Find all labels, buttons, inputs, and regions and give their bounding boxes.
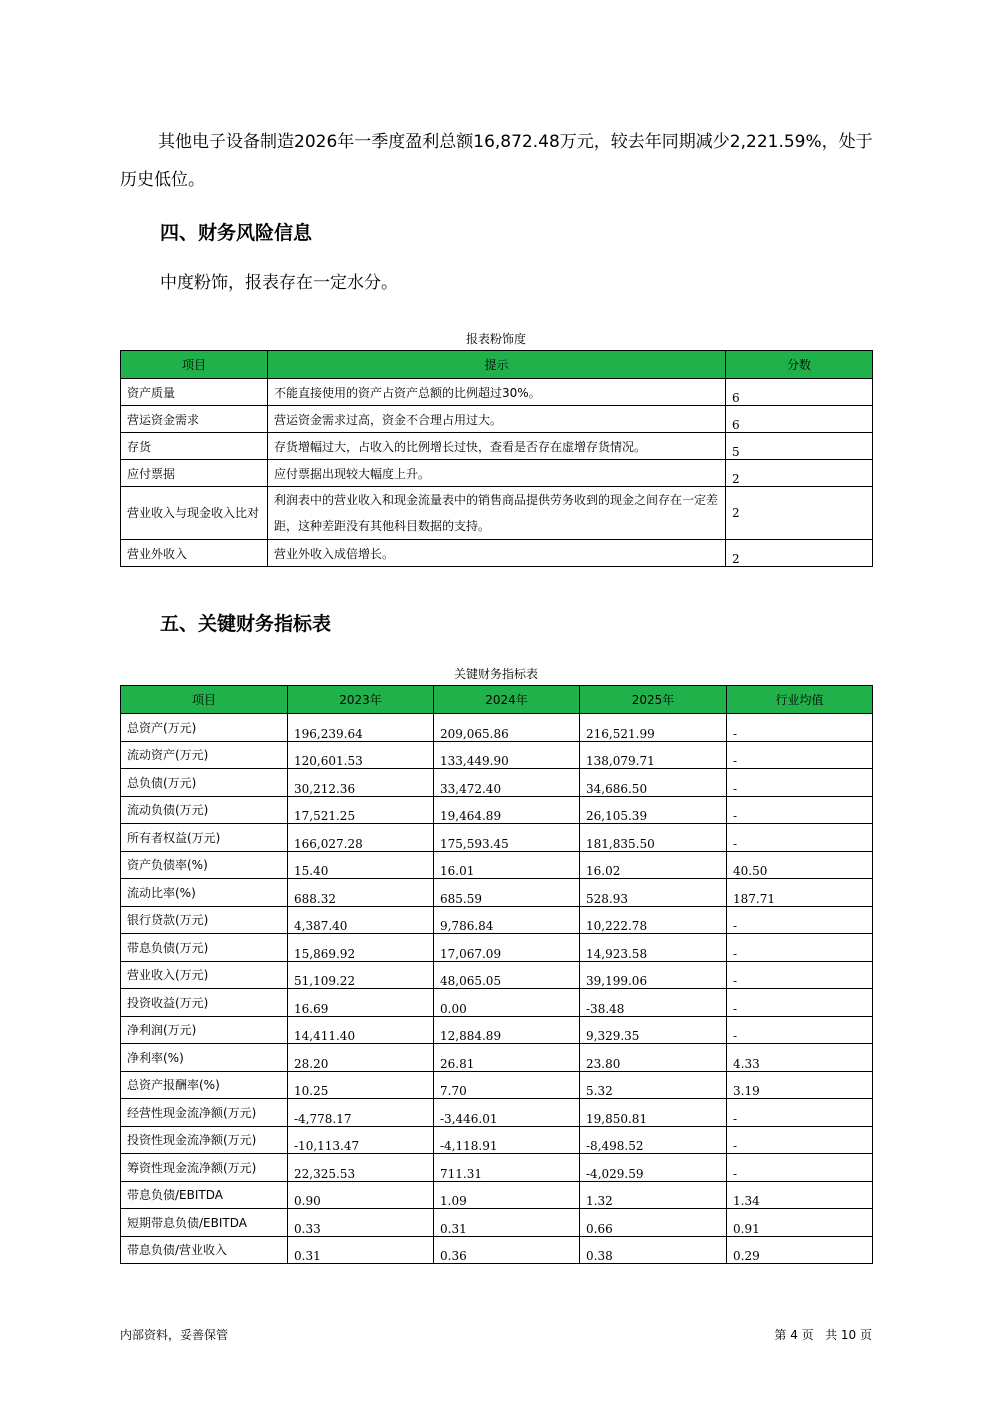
- table-row: [121, 406, 873, 433]
- score-cell: 2: [726, 540, 873, 567]
- industry-average-cell: -: [727, 906, 873, 934]
- hint-cell: 营业外收入成倍增长。: [268, 540, 726, 567]
- indicator-cell: 总负债(万元): [121, 769, 288, 797]
- indicator-cell: 经营性现金流净额(万元): [121, 1099, 288, 1127]
- year-2024-cell: 12,884.89: [434, 1016, 580, 1044]
- industry-average-cell: 40.50: [727, 851, 873, 879]
- score-cell: 5: [726, 433, 873, 460]
- table-row: [121, 796, 873, 824]
- year-2025-cell: 34,686.50: [580, 769, 727, 797]
- hint-cell: 不能直接使用的资产占资产总额的比例超过30%。: [268, 379, 726, 406]
- year-2025-cell: 39,199.06: [580, 961, 727, 989]
- table-row: [121, 379, 873, 406]
- footer-note: 内部资料，妥善保管: [120, 1328, 229, 1342]
- table-row: [121, 1044, 873, 1072]
- year-2023-cell: 0.33: [288, 1209, 434, 1237]
- indicator-cell: 带息负债/营业收入: [121, 1236, 288, 1264]
- indicator-cell: 净利润(万元): [121, 1016, 288, 1044]
- intro-paragraph: [120, 123, 880, 199]
- section5-heading: 五、关键财务指标表: [160, 613, 332, 635]
- year-2024-cell: 16.01: [434, 851, 580, 879]
- score-cell: 6: [726, 379, 873, 406]
- table-row: [121, 824, 873, 852]
- table-row: [121, 879, 873, 907]
- year-2025-cell: 9,329.35: [580, 1016, 727, 1044]
- column-header: 行业均值: [727, 686, 873, 714]
- industry-average-cell: -: [727, 1154, 873, 1182]
- year-2025-cell: 181,835.50: [580, 824, 727, 852]
- table-row: [121, 934, 873, 962]
- indicator-cell: 投资性现金流净额(万元): [121, 1126, 288, 1154]
- year-2024-cell: 0.31: [434, 1209, 580, 1237]
- year-2025-cell: 138,079.71: [580, 741, 727, 769]
- indicator-cell: 所有者权益(万元): [121, 824, 288, 852]
- year-2023-cell: 196,239.64: [288, 714, 434, 742]
- table-row: [121, 460, 873, 487]
- industry-average-cell: 0.91: [727, 1209, 873, 1237]
- industry-average-cell: -: [727, 714, 873, 742]
- hint-cell: 利润表中的营业收入和现金流量表中的销售商品提供劳务收到的现金之间存在一定差距，这种差距没有其他科目数据的支持。: [268, 487, 726, 540]
- year-2023-cell: 30,212.36: [288, 769, 434, 797]
- indicator-cell: 总资产(万元): [121, 714, 288, 742]
- window-dressing-table: [120, 350, 873, 567]
- hint-cell: 营运资金需求过高，资金不合理占用过大。: [268, 406, 726, 433]
- risk-summary: 中度粉饰，报表存在一定水分。: [160, 273, 398, 293]
- column-header: 2024年: [434, 686, 580, 714]
- table-row: [121, 1236, 873, 1264]
- column-header: 2023年: [288, 686, 434, 714]
- column-header: 提示: [268, 351, 726, 379]
- industry-average-cell: -: [727, 961, 873, 989]
- industry-average-cell: -: [727, 934, 873, 962]
- year-2024-cell: 1.09: [434, 1181, 580, 1209]
- industry-average-cell: -: [727, 1099, 873, 1127]
- year-2025-cell: 0.38: [580, 1236, 727, 1264]
- page-number: 第 4 页 共 10 页: [774, 1328, 872, 1342]
- year-2023-cell: 17,521.25: [288, 796, 434, 824]
- year-2025-cell: -38.48: [580, 989, 727, 1017]
- year-2023-cell: 688.32: [288, 879, 434, 907]
- table-row: [121, 769, 873, 797]
- hint-cell: 应付票据出现较大幅度上升。: [268, 460, 726, 487]
- table-row: [121, 487, 873, 540]
- year-2023-cell: 51,109.22: [288, 961, 434, 989]
- section4-heading: 四、财务风险信息: [160, 222, 313, 244]
- industry-average-cell: -: [727, 1126, 873, 1154]
- industry-average-cell: -: [727, 769, 873, 797]
- item-cell: 资产质量: [121, 379, 268, 406]
- indicator-cell: 流动比率(%): [121, 879, 288, 907]
- indicator-cell: 筹资性现金流净额(万元): [121, 1154, 288, 1182]
- table1-caption: 报表粉饰度: [465, 332, 526, 346]
- indicator-cell: 短期带息负债/EBITDA: [121, 1209, 288, 1237]
- table-row: [121, 741, 873, 769]
- year-2024-cell: -3,446.01: [434, 1099, 580, 1127]
- year-2024-cell: 48,065.05: [434, 961, 580, 989]
- year-2024-cell: 0.36: [434, 1236, 580, 1264]
- year-2025-cell: 216,521.99: [580, 714, 727, 742]
- year-2025-cell: 1.32: [580, 1181, 727, 1209]
- year-2024-cell: 9,786.84: [434, 906, 580, 934]
- item-cell: 营业外收入: [121, 540, 268, 567]
- table-row: [121, 433, 873, 460]
- year-2023-cell: 0.31: [288, 1236, 434, 1264]
- year-2023-cell: 4,387.40: [288, 906, 434, 934]
- indicator-cell: 带息负债(万元): [121, 934, 288, 962]
- year-2023-cell: 15,869.92: [288, 934, 434, 962]
- key-financial-indicators-table: [120, 685, 873, 1264]
- table-row: [121, 1209, 873, 1237]
- table-row: [121, 989, 873, 1017]
- table-header-row: [121, 686, 873, 714]
- table-row: [121, 540, 873, 567]
- item-cell: 存货: [121, 433, 268, 460]
- industry-average-cell: -: [727, 1016, 873, 1044]
- year-2023-cell: 16.69: [288, 989, 434, 1017]
- score-cell: 6: [726, 406, 873, 433]
- year-2023-cell: 14,411.40: [288, 1016, 434, 1044]
- year-2023-cell: -4,778.17: [288, 1099, 434, 1127]
- item-cell: 应付票据: [121, 460, 268, 487]
- year-2024-cell: 175,593.45: [434, 824, 580, 852]
- table-row: [121, 906, 873, 934]
- industry-average-cell: -: [727, 796, 873, 824]
- item-cell: 营运资金需求: [121, 406, 268, 433]
- indicator-cell: 净利率(%): [121, 1044, 288, 1072]
- year-2023-cell: -10,113.47: [288, 1126, 434, 1154]
- year-2024-cell: 19,464.89: [434, 796, 580, 824]
- industry-average-cell: 4.33: [727, 1044, 873, 1072]
- indicator-cell: 投资收益(万元): [121, 989, 288, 1017]
- year-2025-cell: 16.02: [580, 851, 727, 879]
- column-header: 项目: [121, 351, 268, 379]
- year-2024-cell: 133,449.90: [434, 741, 580, 769]
- industry-average-cell: 187.71: [727, 879, 873, 907]
- year-2025-cell: 23.80: [580, 1044, 727, 1072]
- year-2024-cell: 26.81: [434, 1044, 580, 1072]
- table-row: [121, 961, 873, 989]
- indicator-cell: 营业收入(万元): [121, 961, 288, 989]
- year-2024-cell: 17,067.09: [434, 934, 580, 962]
- hint-cell: 存货增幅过大，占收入的比例增长过快，查看是否存在虚增存货情况。: [268, 433, 726, 460]
- year-2024-cell: 0.00: [434, 989, 580, 1017]
- year-2023-cell: 166,027.28: [288, 824, 434, 852]
- year-2023-cell: 22,325.53: [288, 1154, 434, 1182]
- table-row: [121, 1016, 873, 1044]
- industry-average-cell: 3.19: [727, 1071, 873, 1099]
- year-2023-cell: 10.25: [288, 1071, 434, 1099]
- year-2024-cell: 685.59: [434, 879, 580, 907]
- column-header: 分数: [726, 351, 873, 379]
- year-2025-cell: 19,850.81: [580, 1099, 727, 1127]
- table2-caption: 关键财务指标表: [453, 667, 538, 681]
- table-row: [121, 714, 873, 742]
- indicator-cell: 流动负债(万元): [121, 796, 288, 824]
- column-header: 2025年: [580, 686, 727, 714]
- table-row: [121, 1071, 873, 1099]
- indicator-cell: 流动资产(万元): [121, 741, 288, 769]
- year-2023-cell: 15.40: [288, 851, 434, 879]
- table-row: [121, 1154, 873, 1182]
- table-row: [121, 1126, 873, 1154]
- year-2025-cell: 0.66: [580, 1209, 727, 1237]
- year-2024-cell: 711.31: [434, 1154, 580, 1182]
- year-2025-cell: 5.32: [580, 1071, 727, 1099]
- indicator-cell: 资产负债率(%): [121, 851, 288, 879]
- year-2025-cell: -4,029.59: [580, 1154, 727, 1182]
- intro-line-2: 历史低位。: [120, 170, 205, 190]
- table-row: [121, 1099, 873, 1127]
- year-2024-cell: 33,472.40: [434, 769, 580, 797]
- year-2025-cell: 10,222.78: [580, 906, 727, 934]
- industry-average-cell: -: [727, 989, 873, 1017]
- year-2025-cell: 26,105.39: [580, 796, 727, 824]
- table-row: [121, 1181, 873, 1209]
- industry-average-cell: -: [727, 824, 873, 852]
- intro-line-1: 其他电子设备制造2026年一季度盈利总额16,872.48万元，较去年同期减少2,221.59%，处于: [158, 132, 873, 152]
- indicator-cell: 总资产报酬率(%): [121, 1071, 288, 1099]
- score-cell: 2: [726, 460, 873, 487]
- year-2023-cell: 120,601.53: [288, 741, 434, 769]
- table-row: [121, 851, 873, 879]
- year-2025-cell: 528.93: [580, 879, 727, 907]
- industry-average-cell: 0.29: [727, 1236, 873, 1264]
- item-cell: 营业收入与现金收入比对: [121, 487, 268, 540]
- score-cell: 2: [726, 487, 873, 540]
- industry-average-cell: -: [727, 741, 873, 769]
- table-header-row: [121, 351, 873, 379]
- column-header: 项目: [121, 686, 288, 714]
- year-2025-cell: -8,498.52: [580, 1126, 727, 1154]
- year-2023-cell: 0.90: [288, 1181, 434, 1209]
- year-2024-cell: 7.70: [434, 1071, 580, 1099]
- year-2024-cell: -4,118.91: [434, 1126, 580, 1154]
- year-2024-cell: 209,065.86: [434, 714, 580, 742]
- indicator-cell: 银行贷款(万元): [121, 906, 288, 934]
- year-2025-cell: 14,923.58: [580, 934, 727, 962]
- industry-average-cell: 1.34: [727, 1181, 873, 1209]
- year-2023-cell: 28.20: [288, 1044, 434, 1072]
- indicator-cell: 带息负债/EBITDA: [121, 1181, 288, 1209]
